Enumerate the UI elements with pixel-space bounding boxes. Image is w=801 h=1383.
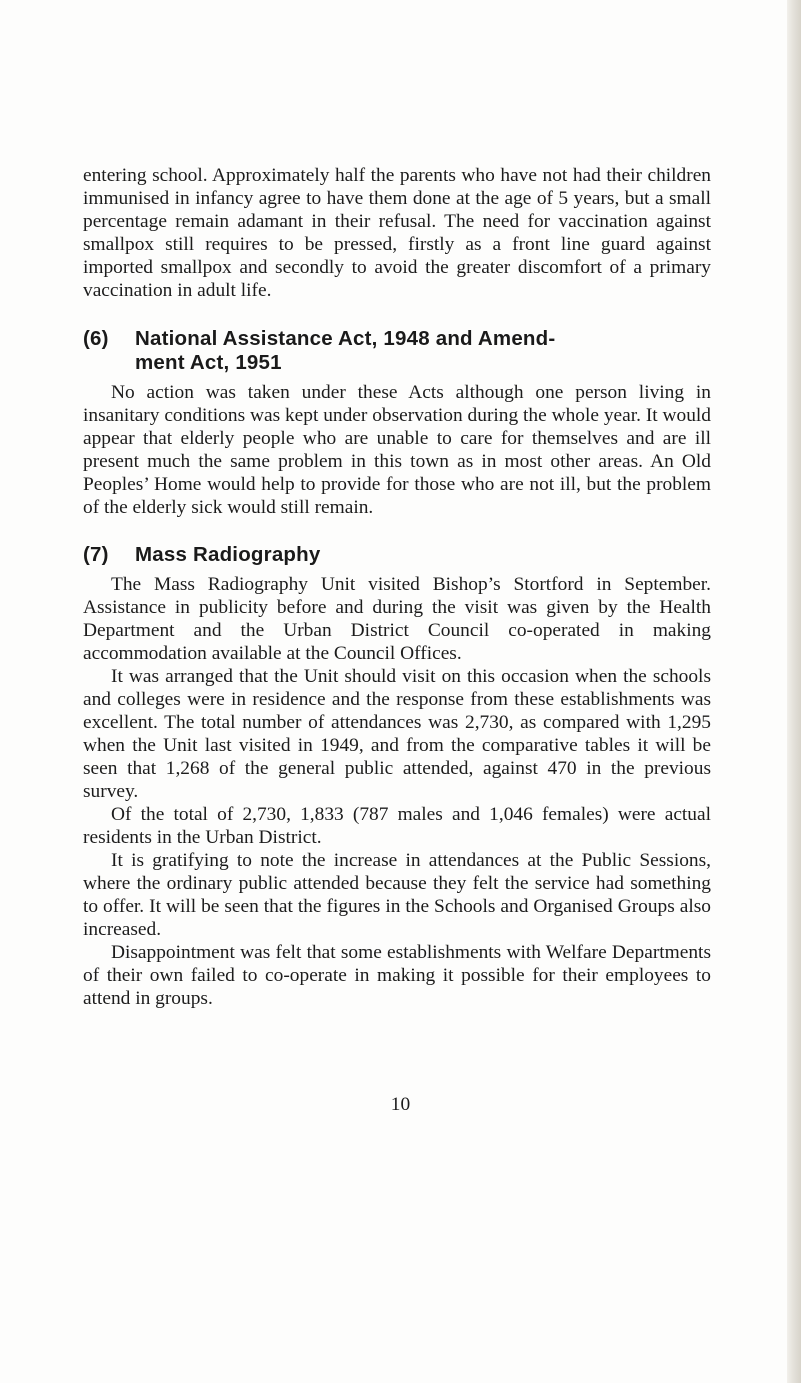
page-edge [787, 0, 801, 1383]
body-text [83, 164, 711, 1010]
section-6-title-line1: National Assistance Act, 1948 and Amend- [135, 327, 556, 350]
section-6-paragraph: No action was taken under these Acts although one person living in insanitary conditions was kept under observation during the whole year. It would appear that elderly people who are unable to care for themselves and are ill present much the same problem in this town as in most other areas. An Old Peoples’ Home would help to provide for those who are not ill, but the problem of the elderly sick would still remain. [83, 382, 711, 518]
section-7-paragraph: The Mass Radiography Unit visited Bishop’s Stortford in September. Assistance in publicity before and during the visit was given by the Health Department and the Urban District Council co-operated in making accommodation available at the Council Offices. [83, 574, 711, 664]
section-6-number: (6) [83, 327, 109, 350]
section-7-paragraph: It was arranged that the Unit should visit on this occasion when the schools and colleges were in residence and the response from these establishments was excellent. The total number of attendances was 2,730, as compared with 1,295 when the Unit last visited in 1949, and from the comparative tables it will be seen that 1,268 of the general public attended, against 470 in the previous survey. [83, 666, 711, 802]
section-7-paragraph: Disappointment was felt that some establishments with Welfare Departments of their own failed to co-operate in making it possible for their employees to attend in groups. [83, 942, 711, 1009]
section-7-paragraph: Of the total of 2,730, 1,833 (787 males and 1,046 females) were actual residents in the Urban District. [83, 804, 711, 848]
section-7-paragraph: It is gratifying to note the increase in attendances at the Public Sessions, where the ordinary public attended because they felt the service had something to offer. It will be seen that the figures in the Schools and Organised Groups also increased. [83, 850, 711, 940]
page-number: 10 [390, 1094, 411, 1115]
intro-paragraph: entering school. Approximately half the parents who have not had their children immunised in infancy agree to have them done at the age of 5 years, but a small percentage remain adamant in their refusal. The need for vaccination against smallpox still requires to be pressed, firstly as a front line guard against imported smallpox and secondly to avoid the greater discomfort of a primary vaccination in adult life. [83, 165, 711, 301]
section-7-title: Mass Radiography [135, 543, 321, 566]
section-7-number: (7) [83, 543, 109, 566]
section-6-heading [83, 327, 711, 375]
section-6-title-line2: ment Act, 1951 [135, 351, 282, 374]
section-7-heading [83, 543, 711, 567]
